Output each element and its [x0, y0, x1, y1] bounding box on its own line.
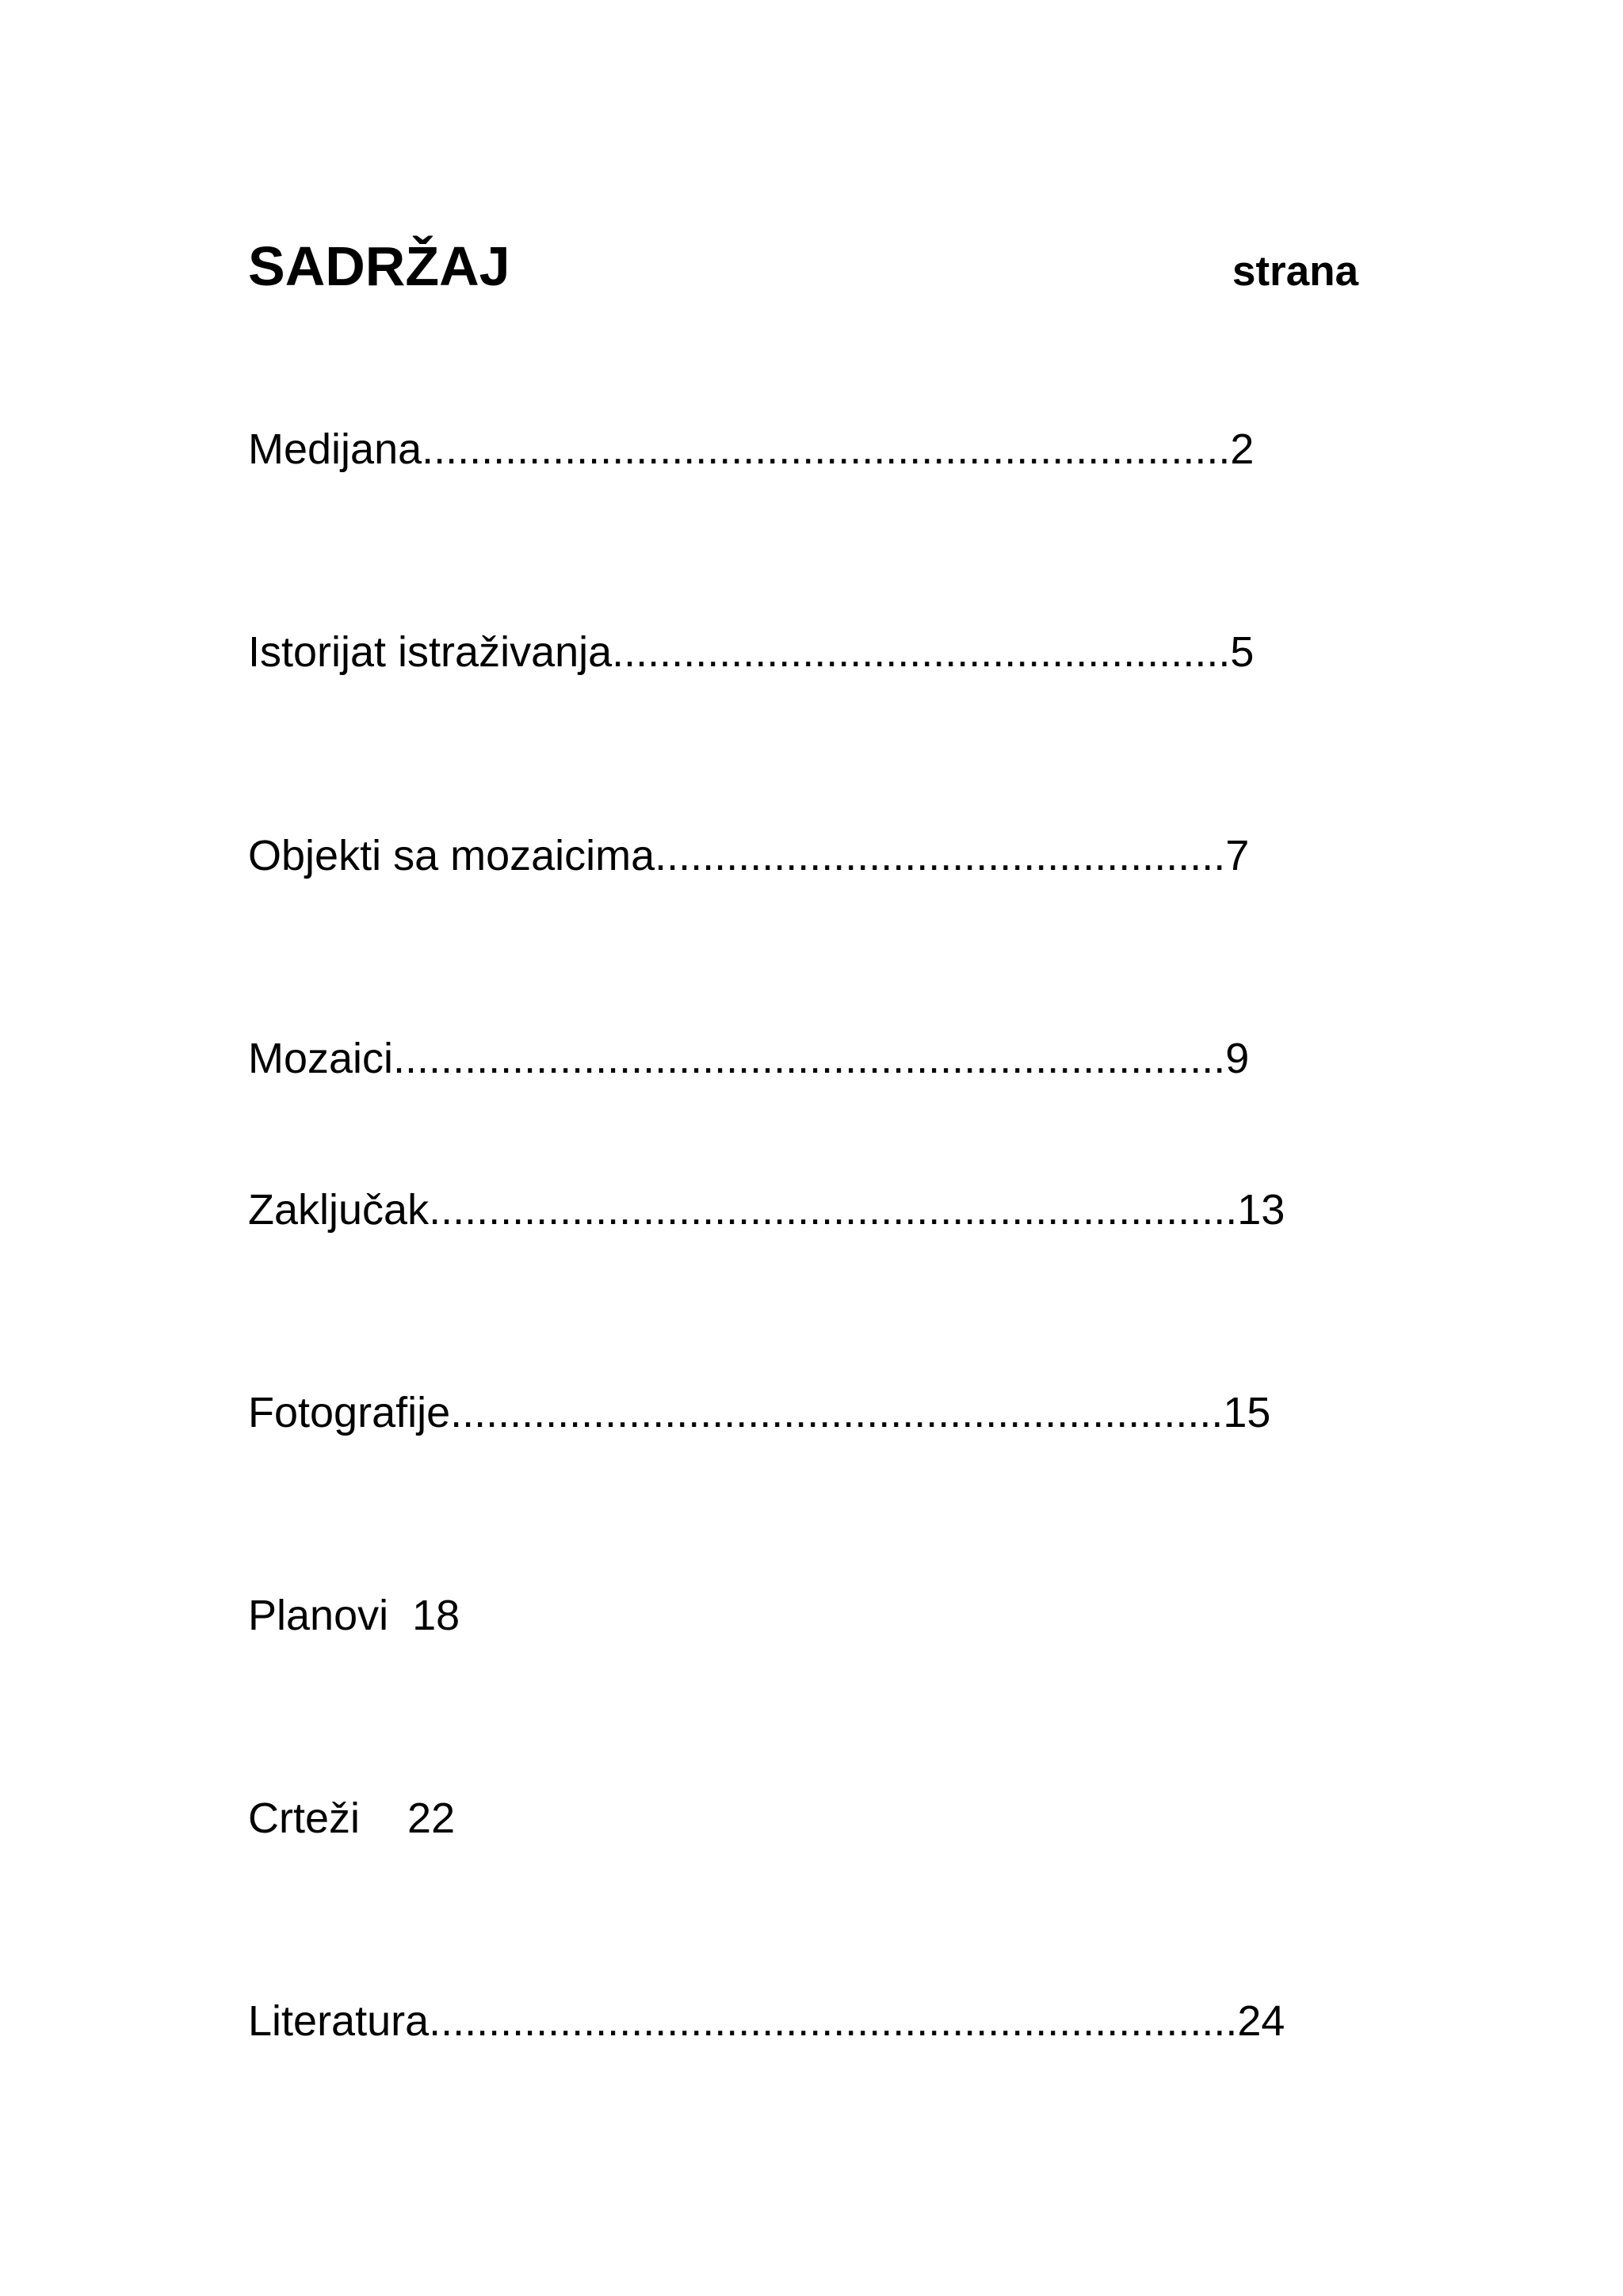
toc-entry-page: 24: [1237, 1997, 1285, 2045]
toc-entry-label: Planovi: [248, 1592, 389, 1639]
toc-entry-leader: ......................................................................: [393, 1035, 1226, 1082]
toc-entry-literatura: [248, 1997, 1285, 2045]
toc-entry-leader: ....................................................................: [429, 1186, 1238, 1234]
toc-entry-leader: .................................................................: [450, 1389, 1224, 1436]
toc-entry-istorijat: [248, 628, 1254, 676]
toc-entry-leader: ................................................: [655, 832, 1226, 879]
toc-entry-page: 22: [407, 1794, 456, 1842]
toc-entry-label: Mozaici: [248, 1035, 394, 1082]
toc-entry-label: Zaključak: [248, 1186, 430, 1234]
toc-entry-leader: ....................................................................: [429, 1997, 1238, 2045]
toc-entry-leader: [388, 1592, 412, 1639]
page-column-label: strana: [1232, 248, 1359, 295]
page-title: SADRŽAJ: [248, 235, 510, 297]
toc-entry-label: Crteži: [248, 1794, 361, 1842]
toc-entry-leader: ....................................................................: [422, 425, 1231, 473]
toc-entry-page: 15: [1223, 1389, 1271, 1436]
toc-entry-leader: [360, 1794, 407, 1842]
toc-entry-label: Istorijat istraživanja: [248, 628, 613, 676]
toc-entry-page: 18: [412, 1592, 460, 1639]
toc-entry-fotografije: [248, 1391, 1270, 1434]
toc-entry-page: 9: [1225, 1035, 1250, 1082]
toc-entry-mozaici: [248, 1037, 1249, 1080]
toc-entry-label: Literatura: [248, 1997, 430, 2045]
toc-entry-leader: ....................................................: [612, 628, 1231, 676]
toc-entry-crtezi: [248, 1794, 456, 1842]
toc-entry-zakljucak: [248, 1186, 1285, 1234]
toc-entry-page: 13: [1237, 1186, 1285, 1234]
toc-entry-planovi: [248, 1594, 460, 1637]
toc-entry-page: 2: [1230, 425, 1254, 473]
toc-entry-label: Medijana: [248, 425, 422, 473]
toc-entry-medijana: [248, 425, 1254, 473]
toc-entry-page: 5: [1230, 628, 1254, 676]
toc-entry-page: 7: [1225, 832, 1250, 879]
toc-entry-label: Objekti sa mozaicima: [248, 832, 655, 879]
toc-entry-label: Fotografije: [248, 1389, 451, 1436]
toc-entry-objekti: [248, 834, 1249, 877]
